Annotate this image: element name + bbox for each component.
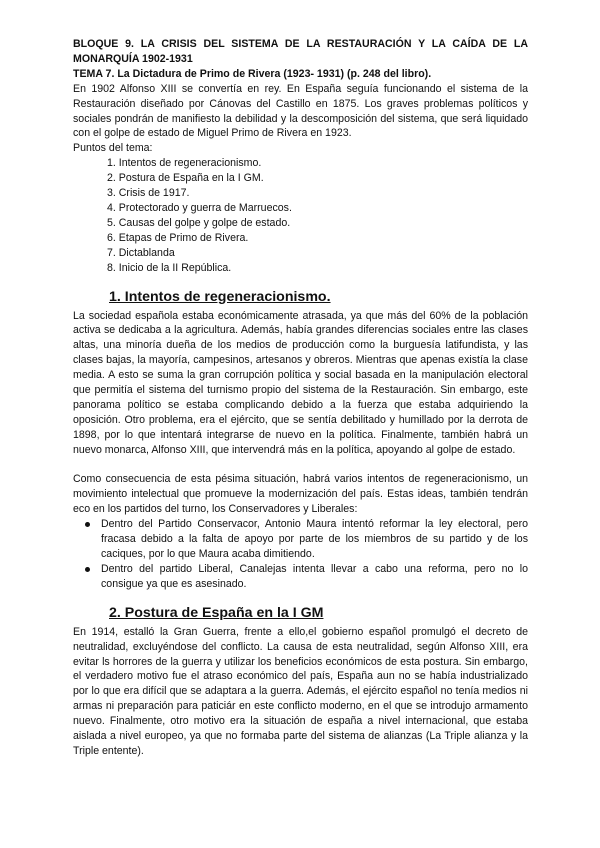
paragraph-spacer xyxy=(73,458,528,473)
section-1-title: 1. Intentos de regeneracionismo. xyxy=(109,288,331,305)
bullet-text: Dentro del partido Liberal, Canalejas intenta llevar a cabo una reforma, pero no lo consigue ya que es asesinado. xyxy=(101,562,528,590)
bullet-dot-icon xyxy=(85,567,90,572)
points-label: Puntos del tema: xyxy=(73,142,153,155)
topic-item: 4. Protectorado y guerra de Marruecos. xyxy=(107,201,292,214)
bullet-dot-icon xyxy=(85,522,90,527)
topic-item: 6. Etapas de Primo de Rivera. xyxy=(107,231,249,244)
topic-item: 8. Inicio de la II República. xyxy=(107,261,232,274)
intro-paragraph: En 1902 Alfonso XIII se convertía en rey. En España seguía funcionando el sistema de la Restauración diseñado por Cánovas del Castillo en 1875. Los graves problemas políticos y sociales pondrán de manifiesto la debilidad y la descomposición del sistema, que será liquidado con el golpe de estado de Miguel Primo de Rivera en 1923. xyxy=(73,82,528,140)
block-title: BLOQUE 9. LA CRISIS DEL SISTEMA DE LA RESTAURACIÓN Y LA CAÍDA DE LA MONARQUÍA 1902-1931 xyxy=(73,38,528,65)
topic-item: 2. Postura de España en la I GM. xyxy=(107,172,264,185)
topic-title: TEMA 7. La Dictadura de Primo de Rivera (1923- 1931) (p. 248 del libro). xyxy=(73,67,432,80)
bullet-text: Dentro del Partido Conservacor, Antonio Maura intentó reformar la ley electoral, pero fracasa debido a la falta de apoyo por parte de los miembros de su partido y de los caciques, por lo que Maura acaba dimitiendo. xyxy=(101,518,528,560)
topic-item: 7. Dictablanda xyxy=(107,246,175,259)
document-page xyxy=(73,37,528,759)
bullet-item xyxy=(101,562,528,592)
section-1-bullet-list xyxy=(73,517,528,592)
section-2-title: 2. Postura de España en la I GM xyxy=(109,604,324,621)
topic-item: 3. Crisis de 1917. xyxy=(107,187,190,200)
section-1-paragraph-2: Como consecuencia de esta pésima situación, habrá varios intentos de regeneracionismo, un movimiento intelectual que promueve la modernización del país. Estas ideas, también tendrán eco en los partidos del turno, los Conservadores y Liberales: xyxy=(73,473,528,516)
topic-list xyxy=(73,156,528,275)
section-2-paragraph-1: En 1914, estalló la Gran Guerra, frente a ello,el gobierno español promulgó el decreto de neutralidad, excluyéndose del conflicto. La causa de esta neutralidad, según Alfonso XIII, era evitar ls horrores de la guerra y utilizar los beneficios económicos de esta postura. Sin embargo, el verdadero motivo fue el atraso económico del país, España aun no se había industrializado por lo que era difícil que se adaptara a la guerra. Además, el ejército español no tenía medios ni armas ni preparación para paticiár en este conflicto moderno, en el que se introdujo armamento nuevo. Finalmente, otro motivo era la situación de españa a nivel internacional, que estaba aislada a nivel europeo, ya que no formaba parte del sistema de alianzas (La Triple alianza y la Triple entente). xyxy=(73,625,528,757)
topic-item: 5. Causas del golpe y golpe de estado. xyxy=(107,216,291,229)
topic-item: 1. Intentos de regeneracionismo. xyxy=(107,157,262,170)
bullet-item xyxy=(101,517,528,562)
section-1-paragraph-1: La sociedad española estaba económicamente atrasada, ya que más del 60% de la población activa se dedicaba a la agricultura. Además, había grandes diferencias sociales entre las clases altas, una minoría dueña de los medios de producción como la burguesía latifundista, y las clases bajas, la mayoría, campesinos, artesanos y obreros. Mientras que apenas existía la clase media. A esto se suma la gran corrupción política y social basada en la manipulación electoral que permitía el sistema del turnismo propio del sistema de la Restauración. Sin embargo, este panorama político se estaba complicando debido a la fuerza que estaba adquiriendo la oposición. Otro problema, era el ejército, que se sentía debilitado y humillado por la derrota de 1898, por lo que intentará integrarse de nuevo en la política. Finalmente, también habrá un nuevo monarca, Alfonso XIII, que intervendrá más en la política, apoyando al golpe de estado. xyxy=(73,309,528,456)
